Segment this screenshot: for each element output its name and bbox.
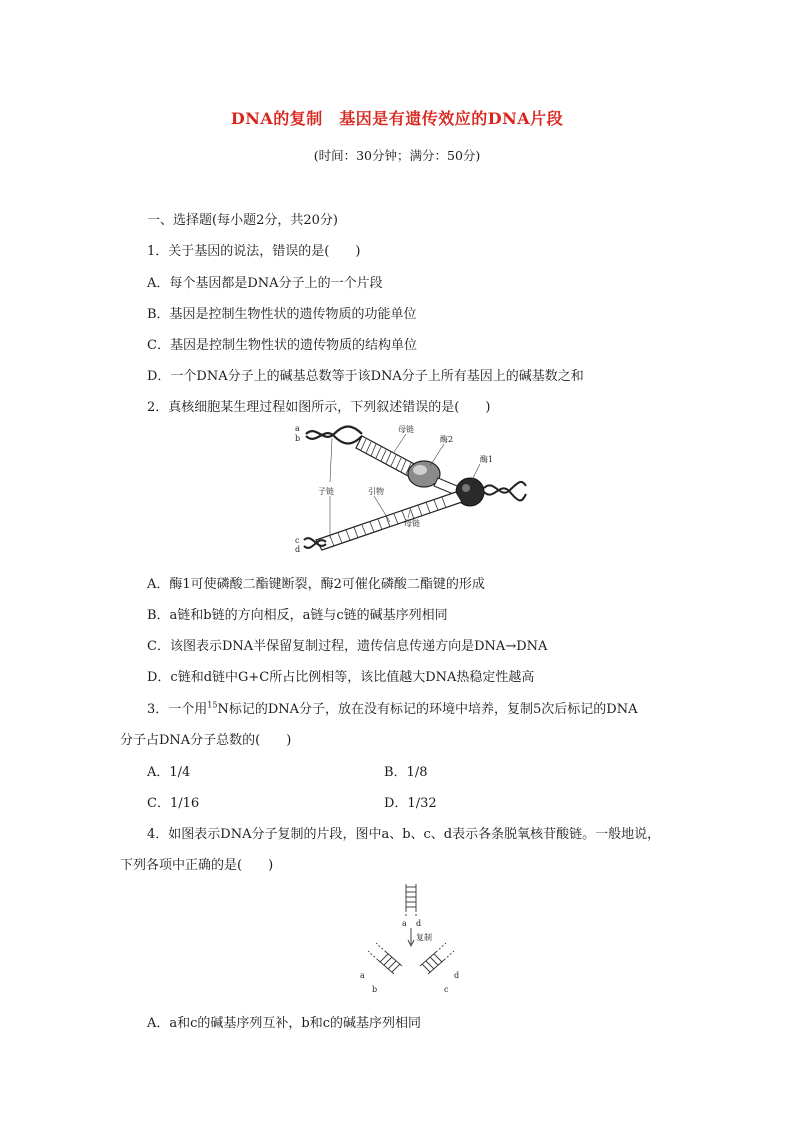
- label-a: a: [295, 424, 300, 433]
- label-parent-top: 母链: [398, 425, 414, 434]
- replication-fork-figure: [290, 422, 530, 560]
- question-4-stem-line1: 4．如图表示DNA分子复制的片段，图中a、b、c、d表示各条脱氧核苷酸链。一般地说，: [147, 827, 661, 842]
- question-2-stem: 2．真核细胞某生理过程如图所示，下列叙述错误的是( ): [147, 400, 491, 415]
- section-heading: 一、选择题(每小题2分，共20分): [147, 213, 338, 228]
- fig4-label-d2: d: [454, 971, 460, 980]
- replicate-arrow: [408, 928, 414, 946]
- question-1-option-d: D．一个DNA分子上的碱基总数等于该DNA分子上所有基因上的碱基数之和: [147, 369, 584, 384]
- question-3-option-a: A．1/4: [147, 765, 191, 780]
- label-d: d: [295, 545, 301, 554]
- fig4-label-replicate: 复制: [416, 933, 432, 942]
- question-3-option-c: C．1/16: [147, 796, 200, 811]
- label-parent-bottom: 母链: [404, 519, 420, 528]
- question-3-option-b: B．1/8: [384, 765, 428, 780]
- question-3-option-d: D．1/32: [384, 796, 437, 811]
- top-ladder: [406, 884, 416, 918]
- question-1-stem: 1．关于基因的说法，错误的是( ): [147, 244, 361, 259]
- label-c: c: [295, 536, 300, 545]
- label-primer: 引物: [368, 487, 384, 496]
- label-b: b: [295, 434, 301, 443]
- fig4-label-a: a: [402, 919, 407, 928]
- question-3-stem-line1: 3．一个用$^{15}$N标记的DNA分子，放在没有标记的环境中培养，复制5次后标记的DNA: [147, 700, 638, 717]
- question-2-option-c: C．该图表示DNA半保留复制过程，遗传信息传递方向是DNA→DNA: [147, 639, 548, 654]
- question-1-option-a: A．每个基因都是DNA分子上的一个片段: [147, 276, 383, 291]
- left-ladder: [368, 943, 402, 974]
- label-daughter: 子链: [318, 487, 334, 496]
- right-parent-helix: [484, 482, 526, 501]
- question-1-option-b: B．基因是控制生物性状的遗传物质的功能单位: [147, 307, 417, 322]
- label-enzyme-2: 酶2: [440, 435, 454, 444]
- question-3-stem-line2: 分子占DNA分子总数的( ): [120, 733, 292, 748]
- page-title: DNA的复制 基因是有遗传效应的DNA片段: [230, 109, 564, 128]
- replication-ladder-figure: [350, 880, 460, 996]
- top-parent-helix: [306, 427, 362, 444]
- exam-info: (时间：30分钟；满分：50分): [313, 148, 481, 163]
- right-ladder: [420, 943, 454, 974]
- bottom-strand-band: [316, 492, 462, 550]
- question-2-option-d: D．c链和d链中G+C所占比例相等，该比值越大DNA热稳定性越高: [147, 670, 535, 685]
- fig4-label-b: b: [372, 985, 378, 994]
- label-enzyme-1: 酶1: [480, 455, 494, 464]
- question-1-option-c: C．基因是控制生物性状的遗传物质的结构单位: [147, 338, 417, 353]
- fig4-label-c: c: [444, 985, 449, 994]
- fig4-label-a2: a: [360, 971, 365, 980]
- question-2-option-a: A．酶1可使磷酸二酯键断裂，酶2可催化磷酸二酯键的形成: [147, 577, 485, 592]
- question-2-option-b: B．a链和b链的方向相反，a链与c链的碱基序列相同: [147, 608, 448, 623]
- fig4-label-d: d: [416, 919, 422, 928]
- question-4-stem-line2: 下列各项中正确的是( ): [120, 858, 274, 873]
- question-4-option-a: A．a和c的碱基序列互补，b和c的碱基序列相同: [147, 1016, 422, 1031]
